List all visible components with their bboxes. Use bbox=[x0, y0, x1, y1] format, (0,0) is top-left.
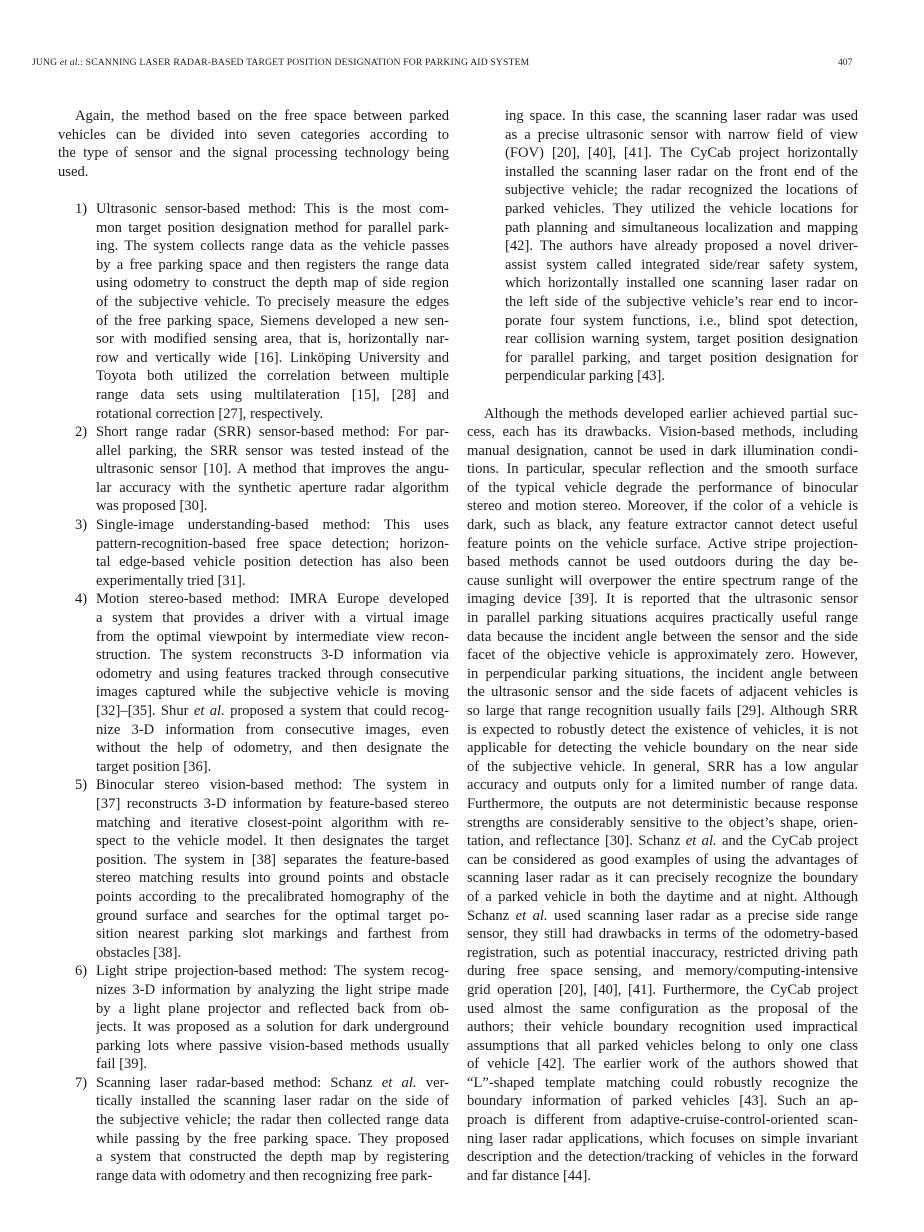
list-item-2 bbox=[58, 423, 449, 516]
text-line: cess, each has its drawbacks. Vision-based methods, including bbox=[467, 424, 858, 441]
text-line: “L”-shaped template matching could robustly recognize the bbox=[467, 1074, 858, 1091]
paragraph-gap bbox=[467, 386, 858, 405]
text-line: the type of sensor and the signal processing technology being bbox=[58, 145, 449, 162]
text-line: facet of the objective vehicle is approximately zero. However, bbox=[467, 647, 858, 664]
text-line: nize 3-D information from consecutive images, even bbox=[96, 721, 449, 738]
list-item-number: 3) bbox=[75, 517, 88, 534]
text-line: and far distance [44]. bbox=[467, 1167, 591, 1184]
list-item-7 bbox=[58, 1074, 449, 1186]
text-line: can be considered as good examples of using the advantages of bbox=[467, 851, 858, 868]
text-line: authors; their vehicle boundary recognition used impractical bbox=[467, 1019, 858, 1036]
text-line: from the optimal viewpoint by intermediate view recon- bbox=[96, 628, 449, 645]
text-line: Scanning laser radar-based method: Schanz et al. ver- bbox=[96, 1074, 449, 1091]
text-line: Furthermore, the outputs are not deterministic because response bbox=[467, 795, 858, 812]
left-column bbox=[58, 107, 449, 1185]
list-item-text bbox=[96, 1074, 449, 1186]
text-line: a system that constructed the depth map by registering bbox=[96, 1149, 449, 1166]
list-item-text bbox=[96, 516, 449, 590]
text-line: of a parked vehicle in both the daytime and at night. Although bbox=[467, 888, 858, 905]
text-line: [37] reconstructs 3-D information by feature-based stereo bbox=[96, 795, 449, 812]
text-line: strengths are considerably sensitive to the object’s shape, orien- bbox=[467, 814, 858, 831]
text-line: experimentally tried [31]. bbox=[96, 572, 246, 589]
list-item-3 bbox=[58, 516, 449, 590]
text-line: which horizontally installed one scanning laser radar on bbox=[505, 275, 858, 292]
text-line: Light stripe projection-based method: The system recog- bbox=[96, 963, 449, 980]
text-line: Schanz et al. used scanning laser radar as a precise side range bbox=[467, 907, 858, 924]
paragraph-gap bbox=[58, 181, 449, 200]
text-line: rear collision warning system, target position designation bbox=[505, 331, 858, 348]
text-line: during free space sensing, and memory/computing-intensive bbox=[467, 963, 858, 980]
text-line: of the subjective vehicle. To precisely measure the edges bbox=[96, 293, 449, 310]
text-line: without the help of odometry, and then designate the bbox=[96, 740, 449, 757]
text-line: for parallel parking, and target position designation for bbox=[505, 349, 858, 366]
list-item-text bbox=[96, 423, 449, 516]
text-line: ning laser radar applications, which focuses on simple invariant bbox=[467, 1130, 858, 1147]
text-line: Again, the method based on the free space between parked bbox=[75, 108, 449, 124]
text-line: feature points on the vehicle surface. Active stripe projection- bbox=[467, 535, 858, 552]
text-line: the left side of the subjective vehicle’s rear end to incor- bbox=[505, 293, 858, 310]
drawbacks-paragraph bbox=[467, 405, 858, 1186]
text-line: of the subjective vehicle. In general, SRR has a low angular bbox=[467, 758, 858, 775]
list-item-1 bbox=[58, 200, 449, 423]
text-line: imaging device [39]. It is reported that the ultrasonic sensor bbox=[467, 591, 858, 608]
list-item-number: 2) bbox=[75, 424, 88, 441]
text-line: ing space. In this case, the scanning laser radar was used bbox=[505, 108, 858, 124]
text-line: using odometry to construct the depth map of side region bbox=[96, 275, 449, 292]
text-line: matching and iterative closest-point algorithm with re- bbox=[96, 814, 449, 831]
text-line: porate four system functions, i.e., blind spot detection, bbox=[505, 312, 858, 329]
text-line: ultrasonic sensor [10]. A method that improves the angu- bbox=[96, 461, 449, 478]
intro-paragraph bbox=[58, 107, 449, 181]
text-line: data because the incident angle between the sensor and the side bbox=[467, 628, 858, 645]
text-line: jects. It was proposed as a solution for dark underground bbox=[96, 1019, 449, 1036]
text-line: accuracy and outputs only for a limited number of range data. bbox=[467, 777, 858, 794]
text-line: the ultrasonic sensor and the side facets of adjacent vehicles is bbox=[467, 684, 858, 701]
text-line: images captured while the subjective vehicle is moving bbox=[96, 684, 449, 701]
text-line: stereo matching results into ground points and obstacle bbox=[96, 870, 449, 887]
text-line: in parallel parking situations acquires practically useful range bbox=[467, 610, 858, 627]
text-line: ing. The system collects range data as the vehicle passes bbox=[96, 238, 449, 255]
text-line: Motion stereo-based method: IMRA Europe developed bbox=[96, 591, 449, 608]
text-line: based methods cannot be used outdoors during the day be- bbox=[467, 554, 858, 571]
text-line: tation, and reflectance [30]. Schanz et al. and the CyCab project bbox=[467, 833, 858, 850]
text-line: by a light plane projector and reflected back from ob- bbox=[96, 1000, 449, 1017]
text-line: used almost the same configuration as the proposal of the bbox=[467, 1000, 858, 1017]
text-line: Although the methods developed earlier achieved partial suc- bbox=[484, 405, 858, 422]
list-item-text bbox=[96, 776, 449, 962]
text-line: subjective vehicle; the radar recognized the locations of bbox=[505, 182, 858, 199]
list-item-number: 6) bbox=[75, 963, 88, 980]
text-line: range data with odometry and then recognizing free park- bbox=[96, 1167, 433, 1184]
text-line: Toyota both utilized the correlation between multiple bbox=[96, 368, 449, 385]
list-item-number: 7) bbox=[75, 1074, 88, 1091]
text-line: target position [36]. bbox=[96, 758, 212, 775]
list-item-number: 5) bbox=[75, 777, 88, 794]
text-line: the subjective vehicle; the radar then collected range data bbox=[96, 1112, 449, 1129]
running-head bbox=[32, 57, 529, 68]
running-head-etal: et al. bbox=[59, 57, 81, 68]
text-line: applicable for detecting the vehicle boundary on the near side bbox=[467, 740, 858, 757]
text-line: spect to the vehicle model. It then designates the target bbox=[96, 833, 449, 850]
text-line: manual designation, cannot be used in dark illumination condi- bbox=[467, 442, 858, 459]
text-line: while passing by the free parking space. They proposed bbox=[96, 1130, 449, 1147]
text-line: registration, such as potential inaccuracy, restricted driving path bbox=[467, 944, 858, 961]
text-line: proach is different from adaptive-cruise-control-oriented scan- bbox=[467, 1112, 858, 1129]
text-line: stereo and motion stereo. Moreover, if the color of a vehicle is bbox=[467, 498, 858, 515]
text-line: allel parking, the SRR sensor was tested instead of the bbox=[96, 442, 449, 459]
list-item-text bbox=[96, 590, 449, 776]
text-line: nizes 3-D information by analyzing the light stripe made bbox=[96, 981, 449, 998]
list-item-6 bbox=[58, 962, 449, 1074]
text-line: pattern-recognition-based free space detection; horizon- bbox=[96, 535, 449, 552]
text-line: Single-image understanding-based method: This uses bbox=[96, 517, 449, 534]
text-line: tically installed the scanning laser radar on the side of bbox=[96, 1093, 449, 1110]
text-line: [32]–[35]. Shur et al. proposed a system that could recog- bbox=[96, 703, 449, 719]
text-line: Binocular stereo vision-based method: The system in bbox=[96, 777, 449, 794]
text-line: a system that provides a driver with a virtual image bbox=[96, 610, 449, 627]
text-line: perpendicular parking [43]. bbox=[505, 368, 666, 385]
list-item-4 bbox=[58, 590, 449, 776]
method-list bbox=[58, 200, 449, 1185]
text-line: position. The system in [38] separates the feature-based bbox=[96, 851, 449, 868]
text-line: range data sets using multilateration [15], [28] and bbox=[96, 386, 449, 403]
right-column bbox=[467, 107, 858, 1185]
text-line: of the typical vehicle degrade the performance of binocular bbox=[467, 479, 858, 496]
text-line: was proposed [30]. bbox=[96, 498, 208, 515]
text-line: sition nearest parking slot markings and farthest from bbox=[96, 926, 449, 943]
text-line: as a precise ultrasonic sensor with narrow field of view bbox=[505, 126, 858, 143]
text-line: [42]. The authors have already proposed a novel driver- bbox=[505, 238, 858, 255]
text-line: Short range radar (SRR) sensor-based method: For par- bbox=[96, 424, 449, 441]
text-line: lar accuracy with the synthetic aperture radar algorithm bbox=[96, 479, 449, 496]
text-line: parking lots where passive vision-based methods usually bbox=[96, 1037, 449, 1054]
text-line: rotational correction [27], respectively. bbox=[96, 405, 324, 422]
list-item-number: 4) bbox=[75, 591, 88, 608]
text-line: dark, such as black, any feature extractor cannot detect useful bbox=[467, 517, 858, 534]
text-line: sensor, they still had drawbacks in terms of the odometry-based bbox=[467, 926, 858, 943]
list-item-7-continuation bbox=[467, 107, 858, 386]
text-line: parked vehicles. They utilized the vehicle locations for bbox=[505, 200, 858, 217]
text-line: boundary information of parked vehicles [43]. Such an ap- bbox=[467, 1093, 858, 1110]
list-item-text bbox=[96, 200, 449, 423]
text-line: assist system called integrated side/rear safety system, bbox=[505, 256, 858, 273]
list-item-5 bbox=[58, 776, 449, 962]
text-line: scanning laser radar as it can precisely recognize the boundary bbox=[467, 870, 858, 887]
text-line: is expected to robustly detect the existence of vehicles, it is not bbox=[467, 721, 858, 738]
text-line: tions. In particular, specular reflection and the smooth surface bbox=[467, 461, 858, 478]
text-line: obstacles [38]. bbox=[96, 944, 182, 961]
page-number: 407 bbox=[838, 57, 853, 68]
running-head-author: JUNG bbox=[32, 57, 60, 68]
text-line: installed the scanning laser radar on the front end of the bbox=[505, 163, 858, 180]
text-line: tal edge-based vehicle position detection has also been bbox=[96, 554, 449, 571]
text-line: cause sunlight will overpower the entire spectrum range of the bbox=[467, 572, 858, 589]
text-line: vehicles can be divided into seven categories according to bbox=[58, 126, 449, 143]
text-line: by a free parking space and then registers the range data bbox=[96, 256, 449, 273]
text-line: so large that range recognition usually fails [29]. Although SRR bbox=[467, 703, 858, 719]
text-line: row and vertically wide [16]. Linköping University and bbox=[96, 349, 449, 366]
text-line: used. bbox=[58, 163, 89, 180]
running-head-title: : SCANNING LASER RADAR-BASED TARGET POSITION DESIGNATION FOR PARKING AID SYSTEM bbox=[80, 57, 530, 68]
text-line: of vehicle [42]. The earlier work of the authors showed that bbox=[467, 1056, 858, 1073]
text-line: sor with modified sensing area, that is, horizontally nar- bbox=[96, 331, 449, 348]
text-line: description and the detection/tracking of vehicles in the forward bbox=[467, 1149, 858, 1166]
text-line: Ultrasonic sensor-based method: This is the most com- bbox=[96, 200, 449, 217]
text-line: struction. The system reconstructs 3-D information via bbox=[96, 647, 449, 664]
text-line: fail [39]. bbox=[96, 1056, 148, 1073]
text-line: ground surface and searches for the optimal target po- bbox=[96, 907, 449, 924]
text-line: (FOV) [20], [40], [41]. The CyCab project horizontally bbox=[505, 145, 858, 162]
text-line: of the free parking space, Siemens developed a new sen- bbox=[96, 312, 449, 329]
text-line: mon target position designation method for parallel park- bbox=[96, 219, 449, 236]
text-line: odometry and using features tracked through consecutive bbox=[96, 665, 449, 682]
list-item-text bbox=[96, 962, 449, 1074]
text-line: points according to the precalibrated homography of the bbox=[96, 888, 449, 905]
text-line: grid operation [20], [40], [41]. Furthermore, the CyCab project bbox=[467, 981, 858, 998]
text-line: in perpendicular parking situations, the incident angle between bbox=[467, 665, 858, 682]
list-item-number: 1) bbox=[75, 200, 88, 217]
text-line: path planning and simultaneous localization and mapping bbox=[505, 219, 858, 236]
text-line: assumptions that all parked vehicles belong to only one class bbox=[467, 1037, 858, 1054]
